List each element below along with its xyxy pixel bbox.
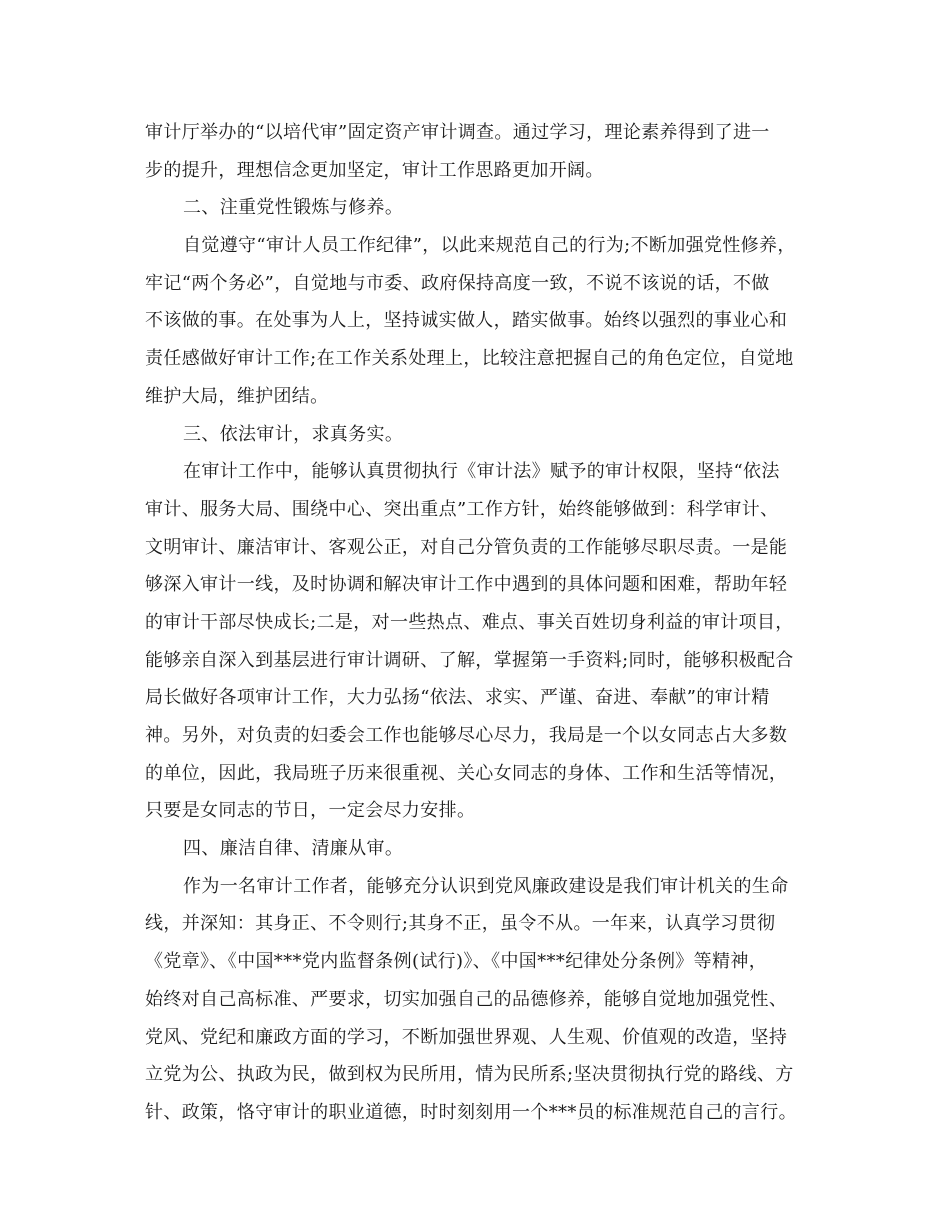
text-line: 文明审计、廉洁审计、客观公正，对自己分管负责的工作能够尽职尽责。一是能 [145, 536, 788, 558]
text-line: 局长做好各项审计工作，大力弘扬“依法、求实、严谨、奋进、奉献”的审计精 [145, 687, 770, 709]
text-line: 审计、服务大局、围绕中心、突出重点”工作方针，始终能够做到：科学审计、 [145, 498, 779, 520]
text-line: 《党章》、《中国***党内监督条例(试行)》、《中国***纪律处分条例》等精神， [145, 951, 768, 973]
text-line: 党风、党纪和廉政方面的学习，不断加强世界观、人生观、价值观的改造，坚持 [145, 1026, 788, 1048]
text-line: 自觉遵守“审计人员工作纪律”，以此来规范自己的行为;不断加强党性修养， [183, 235, 796, 257]
text-line: 作为一名审计工作者，能够充分认识到党风廉政建设是我们审计机关的生命 [183, 875, 789, 897]
text-line: 不该做的事。在处事为人上，坚持诚实做人，踏实做事。始终以强烈的事业心和 [145, 310, 788, 332]
text-line: 能够亲自深入到基层进行审计调研、了解，掌握第一手资料;同时，能够积极配合 [145, 649, 794, 671]
body-text [145, 114, 817, 1132]
text-line: 的单位，因此，我局班子历来很重视、关心女同志的身体、工作和生活等情况， [145, 762, 788, 784]
text-line: 审计厅举办的“以培代审”固定资产审计调查。通过学习，理论素养得到了进一 [145, 122, 770, 143]
text-line: 够深入审计一线，及时协调和解决审计工作中遇到的具体问题和困难，帮助年轻 [145, 574, 788, 596]
text-line: 维护大局，维护团结。 [145, 385, 329, 407]
text-line: 步的提升，理想信念更加坚定，审计工作思路更加开阔。 [145, 159, 604, 181]
section-heading: 三、依法审计，求真务实。 [183, 423, 404, 445]
text-line: 的审计干部尽快成长;二是，对一些热点、难点、事关百姓切身利益的审计项目， [145, 611, 794, 633]
text-line: 始终对自己高标准、严要求，切实加强自己的品德修养，能够自觉地加强党性、 [145, 988, 788, 1010]
text-line: 责任感做好审计工作;在工作关系处理上，比较注意把握自己的角色定位，自觉地 [145, 348, 794, 370]
section-heading: 二、注重党性锻炼与修养。 [183, 197, 404, 219]
text-line: 只要是女同志的节日，一定会尽力安排。 [145, 800, 476, 822]
text-line: 线，并深知：其身正、不令则行;其身不正，虽令不从。一年来，认真学习贯彻 [145, 913, 776, 935]
section-heading: 四、廉洁自律、清廉从审。 [183, 838, 404, 860]
text-line: 牢记“两个务必”，自觉地与市委、政府保持高度一致，不说不该说的话，不做 [145, 272, 770, 294]
text-line: 立党为公、执政为民，做到权为民所用，情为民所系;坚决贯彻执行党的路线、方 [145, 1064, 794, 1086]
text-line: 针、政策，恪守审计的职业道德，时时刻刻用一个***员的标准规范自己的言行。 [145, 1101, 797, 1123]
text-line: 神。另外，对负责的妇委会工作也能够尽心尽力，我局是一个以女同志占大多数 [145, 725, 788, 746]
text-line: 在审计工作中，能够认真贯彻执行《审计法》赋予的审计权限，坚持“依法 [183, 461, 780, 483]
